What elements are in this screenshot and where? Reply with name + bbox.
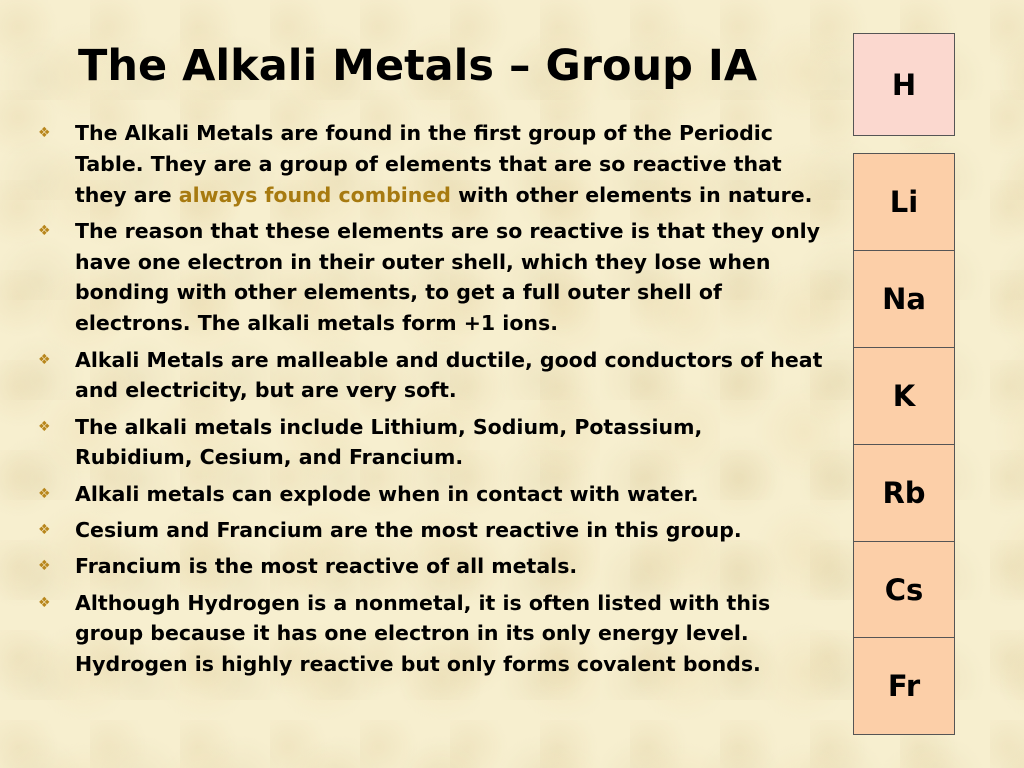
element-tile-potassium: K bbox=[853, 347, 955, 445]
bullet-item bbox=[38, 551, 823, 582]
highlighted-phrase: always found combined bbox=[178, 182, 451, 207]
bullet-text: Francium is the most reactive of all metals. bbox=[75, 554, 578, 579]
element-tile-lithium: Li bbox=[853, 153, 955, 251]
diamond-bullet-icon: ❖ bbox=[38, 222, 51, 239]
slide-title: The Alkali Metals – Group IA bbox=[78, 41, 758, 91]
bullet-item bbox=[38, 118, 823, 210]
diamond-bullet-icon: ❖ bbox=[38, 351, 51, 368]
bullet-item bbox=[38, 588, 823, 680]
bullet-text: Alkali metals can explode when in contact with water. bbox=[75, 481, 699, 506]
bullet-text: Although Hydrogen is a nonmetal, it is often listed with this group because it has one electron in its only energy level. Hydrogen is highly reactive but only forms covalent bonds. bbox=[75, 590, 771, 677]
bullet-item bbox=[38, 412, 823, 474]
element-tile-rubidium: Rb bbox=[853, 444, 955, 542]
bullet-text: The Alkali Metals are found in the first group of the Periodic Table. They are a group of elements that are so reactive that they are bbox=[75, 121, 782, 207]
diamond-bullet-icon: ❖ bbox=[38, 594, 51, 611]
diamond-bullet-icon: ❖ bbox=[38, 522, 51, 539]
bullet-text: Alkali Metals are malleable and ductile, good conductors of heat and electricity, but are very soft. bbox=[75, 347, 823, 403]
bullet-item bbox=[38, 479, 823, 510]
element-tile-hydrogen: H bbox=[853, 33, 955, 136]
element-tile-sodium: Na bbox=[853, 250, 955, 348]
bullet-list bbox=[38, 118, 823, 686]
element-tile-cesium: Cs bbox=[853, 541, 955, 639]
bullet-text: with other elements in nature. bbox=[450, 182, 813, 207]
bullet-item bbox=[38, 515, 823, 546]
diamond-bullet-icon: ❖ bbox=[38, 418, 51, 435]
diamond-bullet-icon: ❖ bbox=[38, 558, 51, 575]
bullet-item bbox=[38, 216, 823, 339]
bullet-text: The reason that these elements are so reactive is that they only have one electron in their outer shell, which they lose when bonding with other elements, to get a full outer shell of electrons. The alkali metals form +1 ions. bbox=[75, 218, 821, 336]
bullet-item bbox=[38, 345, 823, 407]
diamond-bullet-icon: ❖ bbox=[38, 125, 51, 141]
bullet-text: Cesium and Francium are the most reactive in this group. bbox=[75, 518, 742, 543]
diamond-bullet-icon: ❖ bbox=[38, 485, 51, 502]
bullet-text: The alkali metals include Lithium, Sodium, Potassium, Rubidium, Cesium, and Francium. bbox=[75, 414, 703, 470]
element-tile-francium: Fr bbox=[853, 637, 955, 735]
